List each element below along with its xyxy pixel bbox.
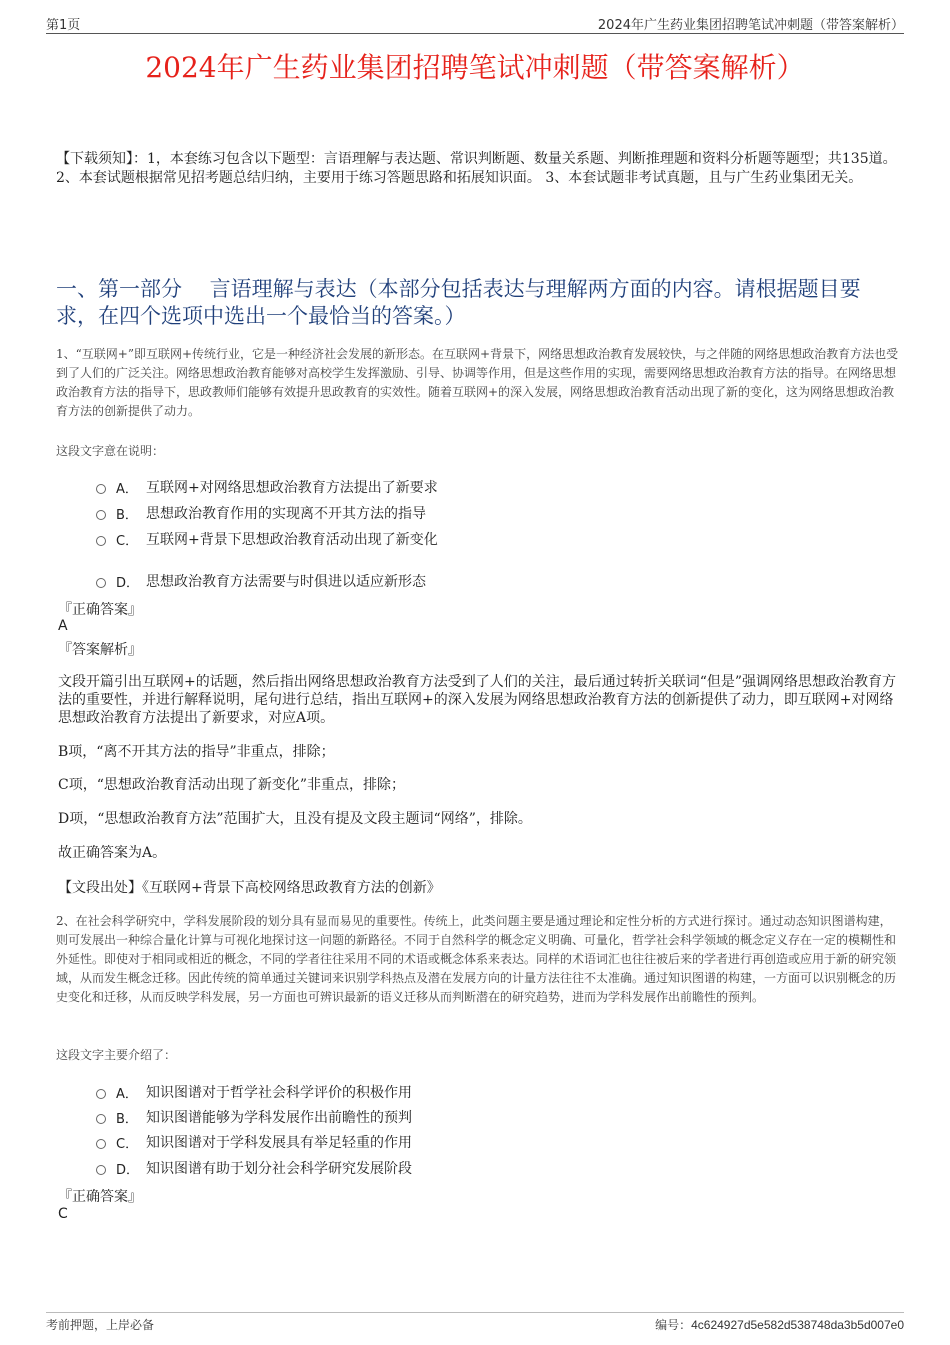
radio-icon[interactable]	[96, 1139, 106, 1149]
q2-answer-label: 『正确答案』	[58, 1189, 142, 1205]
footer-code-label: 编号：	[655, 1318, 692, 1332]
footer-code-value: 4c624927d5e582d538748da3b5d007e0	[691, 1318, 904, 1332]
q2-option-c[interactable]	[96, 1132, 412, 1152]
option-key: A．	[116, 1086, 138, 1102]
q1-source: 【文段出处】《互联网+背景下高校网络思政教育方法的创新》	[58, 880, 441, 896]
page-number: 第1页	[46, 18, 81, 33]
page-title: 2024年广生药业集团招聘笔试冲刺题（带答案解析）	[145, 51, 805, 84]
q1-option-a[interactable]	[96, 477, 438, 497]
option-text: 知识图谱能够为学科发展作出前瞻性的预判	[146, 1110, 412, 1126]
header-divider	[46, 33, 904, 34]
radio-icon[interactable]	[96, 1089, 106, 1099]
q2-option-b[interactable]	[96, 1107, 412, 1127]
option-text: 知识图谱对于学科发展具有举足轻重的作用	[146, 1135, 412, 1151]
option-text: 思想政治教育方法需要与时俱进以适应新形态	[146, 574, 426, 590]
option-key: B．	[116, 1111, 138, 1127]
section-heading: 一、第一部分 言语理解与表达（本部分包括表达与理解两方面的内容。请根据题目要求，在四个选项中选出一个最恰当的答案。）	[56, 277, 861, 328]
option-text: 思想政治教育作用的实现离不开其方法的指导	[146, 506, 426, 522]
option-text: 互联网+背景下思想政治教育活动出现了新变化	[146, 532, 438, 548]
q1-option-c[interactable]	[96, 529, 438, 549]
option-key: C．	[116, 533, 139, 549]
question-2-lead: 这段文字主要介绍了：	[56, 1048, 177, 1062]
option-text: 知识图谱有助于划分社会科学研究发展阶段	[146, 1161, 412, 1177]
q1-answer-label: 『正确答案』	[58, 602, 142, 618]
question-1-text: 1、“互联网+”即互联网+传统行业，它是一种经济社会发展的新形态。在互联网+背景下，网络思想政治教育发展较快，与之伴随的网络思想政治教育方法也受到了人们的广泛关注。网络思想政治教育能够对高校学生发挥激励、引导、协调等作用，但是这些作用的实现，需要网络思想政治教育方法的指导。在网络思想政治教育方法的指导下，思政教师们能够有效提升思政教育的实效性。随着互联网+的深入发展，网络思想政治教育活动出现了新的变化，这为网络思想政治教育方法的创新提供了动力。	[56, 347, 899, 418]
question-2-text: 2、在社会科学研究中，学科发展阶段的划分具有显而易见的重要性。传统上，此类问题主要是通过理论和定性分析的方式进行探讨。通过动态知识图谱构建，则可发展出一种综合量化计算与可视化地探讨这一问题的新路径。不同于自然科学的概念定义明确、可量化，哲学社会科学领域的概念定义存在一定的模糊性和外延性。即使对于相同或相近的概念，不同的学者往往采用不同的术语或概念体系来表达。同样的术语词汇也往往被后来的学者进行再创造或应用于新的研究领域，从而发生概念迁移。因此传统的简单通过关键词来识别学科热点及潜在发展方向的计量方法往往不太准确。通过知识图谱的构建，一方面可以识别概念的历史变化和迁移，从而反映学科发展，另一方面也可辨识最新的语义迁移从而判断潜在的研究趋势，进而为学科发展作出前瞻性的预判。	[56, 914, 897, 1004]
option-key: D．	[116, 1162, 140, 1178]
q1-note-b: B项，“离不开其方法的指导”非重点，排除；	[58, 744, 335, 760]
q1-conclusion: 故正确答案为A。	[58, 845, 167, 861]
q1-answer: A	[58, 618, 68, 634]
radio-icon[interactable]	[96, 484, 106, 494]
radio-icon[interactable]	[96, 1165, 106, 1175]
radio-icon[interactable]	[96, 536, 106, 546]
option-key: A．	[116, 481, 138, 497]
radio-icon[interactable]	[96, 510, 106, 520]
q2-answer: C	[58, 1206, 68, 1222]
footer-divider	[46, 1312, 904, 1313]
q2-option-a[interactable]	[96, 1082, 412, 1102]
option-text: 互联网+对网络思想政治教育方法提出了新要求	[146, 480, 438, 496]
q1-note-d: D项，“思想政治教育方法”范围扩大，且没有提及文段主题词“网络”，排除。	[58, 811, 532, 827]
footer-code	[655, 1316, 904, 1333]
radio-icon[interactable]	[96, 578, 106, 588]
q1-option-d[interactable]	[96, 571, 426, 591]
question-1-lead: 这段文字意在说明：	[56, 444, 165, 458]
header-doc-title: 2024年广生药业集团招聘笔试冲刺题（带答案解析）	[597, 18, 904, 33]
download-notice: 【下载须知】：1，本套练习包含以下题型：言语理解与表达题、常识判断题、数量关系题、判断推理题和资料分析题等题型；共135道。 2、本套试题根据常见招考题总结归纳，主要用于练习答题思路和拓展知识面。 3、本套试题非考试真题，且与广生药业集团无关。	[56, 151, 897, 186]
footer-slogan: 考前押题，上岸必备	[46, 1318, 155, 1332]
q2-option-d[interactable]	[96, 1158, 412, 1178]
q1-option-b[interactable]	[96, 503, 426, 523]
q1-analysis: 文段开篇引出互联网+的话题，然后指出网络思想政治教育方法受到了人们的关注，最后通过转折关联词“但是”强调网络思想政治教育方法的重要性，并进行解释说明，尾句进行总结，指出互联网+的深入发展为网络思想政治教育方法的创新提供了动力，即互联网+对网络思想政治教育方法提出了新要求，对应A项。	[58, 674, 897, 726]
option-key: D．	[116, 575, 140, 591]
option-text: 知识图谱对于哲学社会科学评价的积极作用	[146, 1085, 412, 1101]
q1-analysis-label: 『答案解析』	[58, 642, 142, 658]
option-key: B．	[116, 507, 138, 523]
radio-icon[interactable]	[96, 1114, 106, 1124]
q1-note-c: C项，“思想政治教育活动出现了新变化”非重点，排除；	[58, 777, 406, 793]
option-key: C．	[116, 1136, 139, 1152]
